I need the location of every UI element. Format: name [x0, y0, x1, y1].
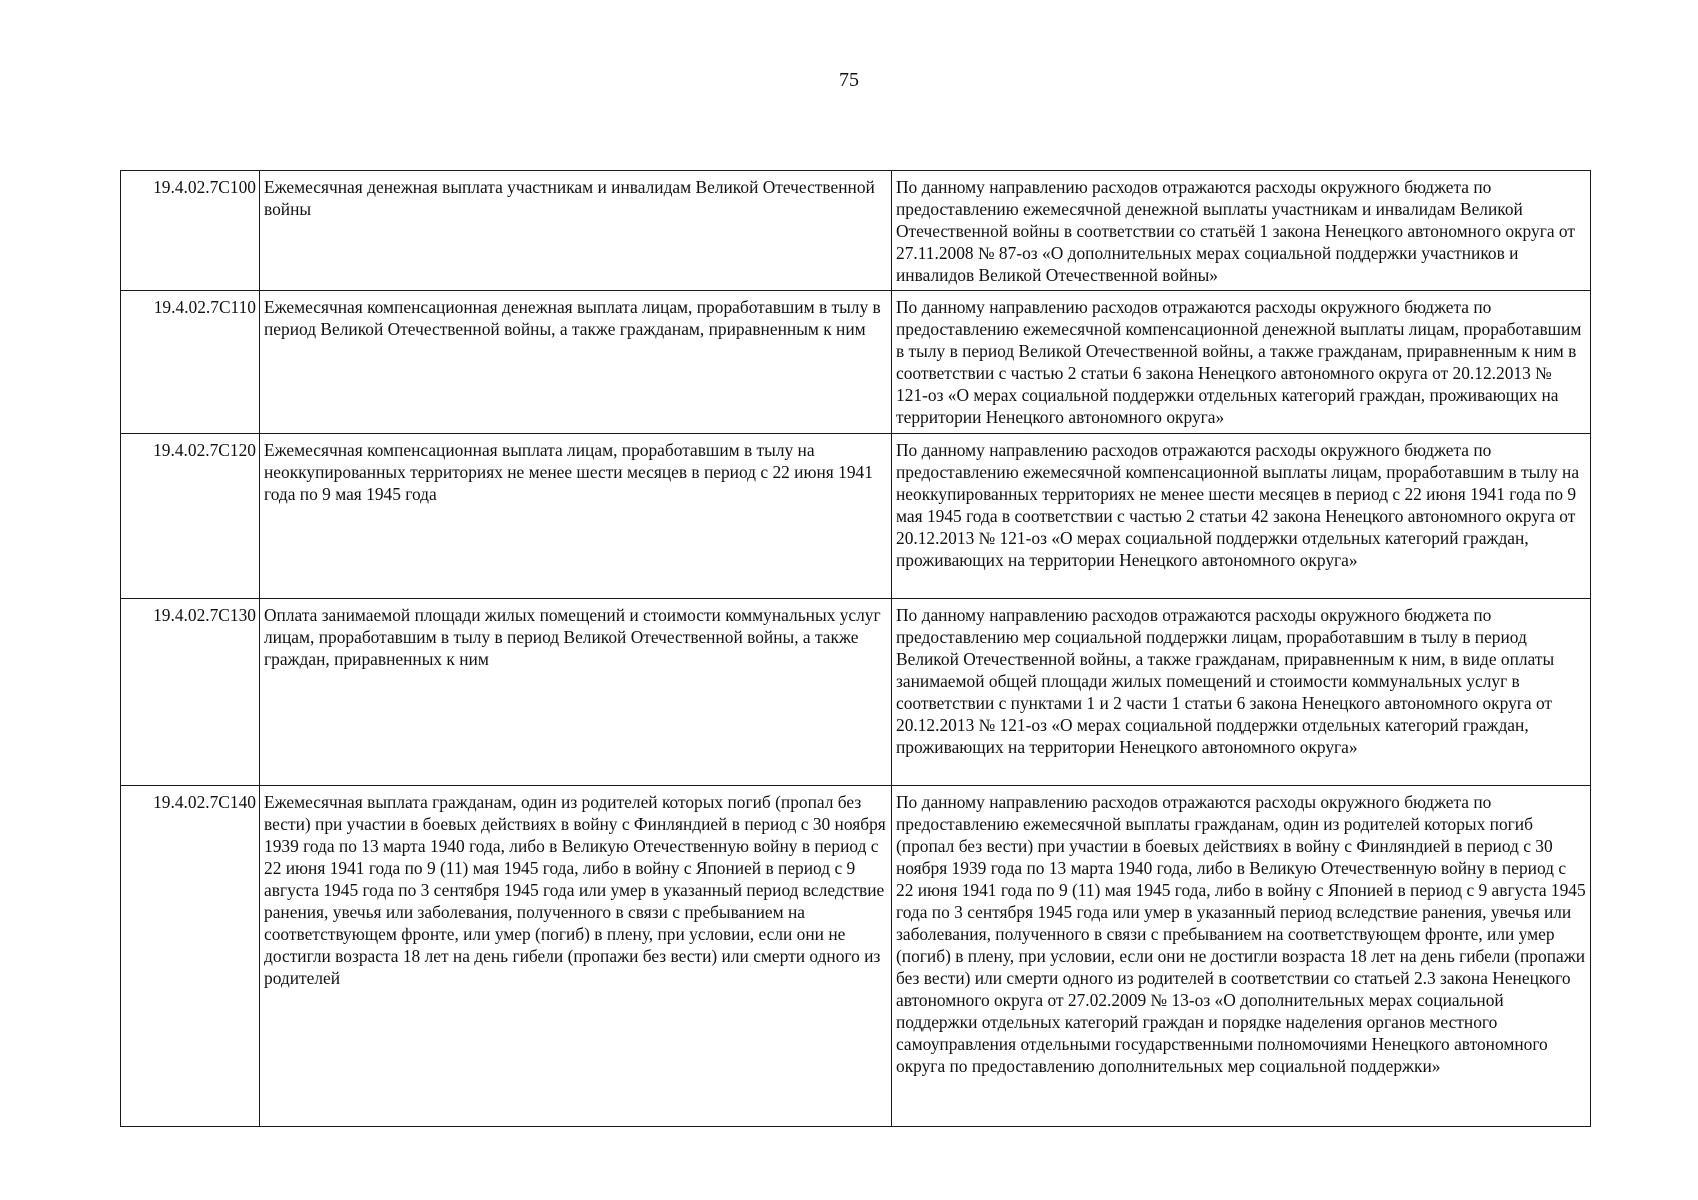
expenditure-code: 19.4.02.7С100	[121, 171, 260, 291]
expenditure-code: 19.4.02.7С120	[121, 434, 260, 599]
page-number: 75	[839, 69, 859, 91]
expenditure-description: По данному направлению расходов отражаются расходы окружного бюджета по предоставлению ежемесячной выплаты гражданам, один из родителей которых погиб (пропал без вести) при участии в боевых действиях в войну с Финляндией в период с 30 ноября 1939 года по 13 марта 1940 года, либо в Великую Отечественную войну в период с 22 июня 1941 года по 9 (11) мая 1945 года, либо в войну с Японией в период с 9 августа 1945 года по 3 сентября 1945 года или умер в указанный период вследствие ранения, увечья или заболевания, полученного в связи с пребыванием на соответствующем фронте, или умер (погиб) в плену, при условии, если они не достигли возраста 18 лет на день гибели (пропажи без вести) или смерти одного из родителей в соответствии со статьей 2.3 закона Ненецкого автономного округа от 27.02.2009 № 13-оз «О дополнительных мерах социальной поддержки отдельных категорий граждан и порядке наделения органов местного самоуправления отдельными государственными полномочиями Ненецкого автономного округа по предоставлению дополнительных мер социальной поддержки»	[892, 786, 1591, 1127]
expenditure-description: По данному направлению расходов отражаются расходы окружного бюджета по предоставлению мер социальной поддержки лицам, проработавшим в тылу в период Великой Отечественной войны, а также гражданам, приравненным к ним, в виде оплаты занимаемой общей площади жилых помещений и стоимости коммунальных услуг в соответствии с пунктами 1 и 2 части 1 статьи 6 закона Ненецкого автономного округа от 20.12.2013 № 121-оз «О мерах социальной поддержки отдельных категорий граждан, проживающих на территории Ненецкого автономного округа»	[892, 599, 1591, 786]
table-row	[121, 434, 1591, 599]
expenditure-name: Ежемесячная выплата гражданам, один из родителей которых погиб (пропал без вести) при участии в боевых действиях в войну с Финляндией в период с 30 ноября 1939 года по 13 марта 1940 года, либо в Великую Отечественную войну в период с 22 июня 1941 года по 9 (11) мая 1945 года, либо в войну с Японией в период с 9 августа 1945 года по 3 сентября 1945 года или умер в указанный период вследствие ранения, увечья или заболевания, полученного в связи с пребыванием на соответствующем фронте, или умер (погиб) в плену, при условии, если они не достигли возраста 18 лет на день гибели (пропажи без вести) или смерти одного из родителей	[260, 786, 892, 1127]
expenditure-name: Ежемесячная денежная выплата участникам и инвалидам Великой Отечественной войны	[260, 171, 892, 291]
expenditure-code: 19.4.02.7С130	[121, 599, 260, 786]
expenditure-code: 19.4.02.7С140	[121, 786, 260, 1127]
expenditure-description: По данному направлению расходов отражаются расходы окружного бюджета по предоставлению ежемесячной компенсационной выплаты лицам, проработавшим в тылу на неоккупированных территориях не менее шести месяцев в период с 22 июня 1941 года по 9 мая 1945 года в соответствии с частью 2 статьи 42 закона Ненецкого автономного округа от 20.12.2013 № 121-оз «О мерах социальной поддержки отдельных категорий граждан, проживающих на территории Ненецкого автономного округа»	[892, 434, 1591, 599]
expenditure-name: Оплата занимаемой площади жилых помещений и стоимости коммунальных услуг лицам, проработавшим в тылу в период Великой Отечественной войны, а также граждан, приравненных к ним	[260, 599, 892, 786]
expenditure-name: Ежемесячная компенсационная денежная выплата лицам, проработавшим в тылу в период Великой Отечественной войны, а также гражданам, приравненным к ним	[260, 291, 892, 434]
expenditure-description: По данному направлению расходов отражаются расходы окружного бюджета по предоставлению ежемесячной компенсационной денежной выплаты лицам, проработавшим в тылу в период Великой Отечественной войны, а также гражданам, приравненным к ним в соответствии с частью 2 статьи 6 закона Ненецкого автономного округа от 20.12.2013 № 121-оз «О мерах социальной поддержки отдельных категорий граждан, проживающих на территории Ненецкого автономного округа»	[892, 291, 1591, 434]
table-row	[121, 291, 1591, 434]
expenditure-code: 19.4.02.7С110	[121, 291, 260, 434]
budget-expenditure-table	[120, 170, 1591, 1127]
expenditure-name: Ежемесячная компенсационная выплата лицам, проработавшим в тылу на неоккупированных территориях не менее шести месяцев в период с 22 июня 1941 года по 9 мая 1945 года	[260, 434, 892, 599]
table-row	[121, 599, 1591, 786]
expenditure-description: По данному направлению расходов отражаются расходы окружного бюджета по предоставлению ежемесячной денежной выплаты участникам и инвалидам Великой Отечественной войны в соответствии со статьёй 1 закона Ненецкого автономного округа от 27.11.2008 № 87-оз «О дополнительных мерах социальной поддержки участников и инвалидов Великой Отечественной войны»	[892, 171, 1591, 291]
table-row	[121, 786, 1591, 1127]
table-row	[121, 171, 1591, 291]
